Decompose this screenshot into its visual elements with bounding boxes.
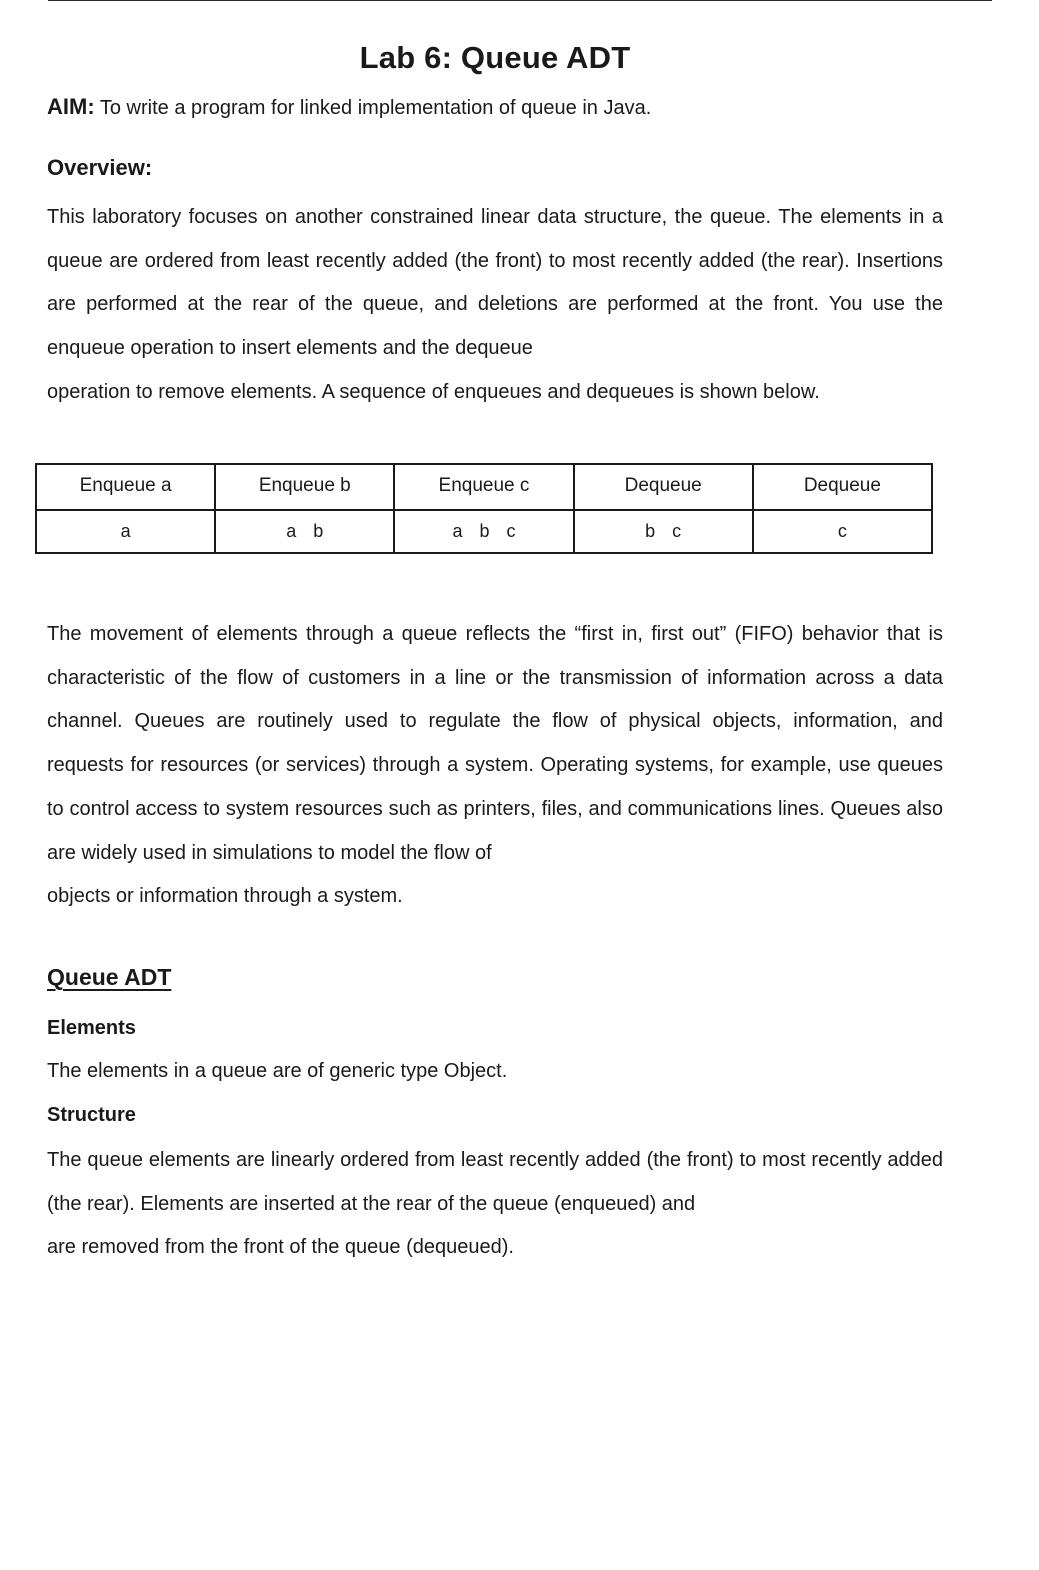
top-rule [48, 0, 992, 1]
structure-last-line: are removed from the front of the queue (dequeued). [47, 1236, 514, 1259]
operation-cell: Enqueue b [215, 464, 394, 510]
structure-paragraph [47, 1139, 943, 1270]
elements-heading: Elements [47, 1017, 136, 1039]
overview-paragraph [47, 196, 943, 415]
queue-state-cell: a b c [394, 510, 573, 553]
operation-cell: Dequeue [753, 464, 932, 510]
queue-sequence-table [35, 463, 933, 554]
aim-line [47, 94, 651, 120]
queue-state-row [36, 510, 932, 553]
elements-text: The elements in a queue are of generic type Object. [47, 1060, 508, 1082]
operation-cell: Dequeue [574, 464, 753, 510]
queue-state-cell: c [753, 510, 932, 553]
structure-text: The queue elements are linearly ordered from least recently added (the front) to most recently added (the rear). Elements are inserted at the rear of the queue (enqueued) and [47, 1149, 943, 1215]
structure-heading: Structure [47, 1104, 136, 1126]
queue-state-cell: a b [215, 510, 394, 553]
queue-adt-heading: Queue ADT [47, 964, 172, 990]
operation-cell: Enqueue c [394, 464, 573, 510]
aim-label: AIM: [47, 94, 95, 119]
aim-text: To write a program for linked implementation of queue in Java. [94, 97, 652, 119]
fifo-last-line: objects or information through a system. [47, 885, 403, 908]
fifo-paragraph [47, 613, 943, 919]
operation-row [36, 464, 932, 510]
page-title: Lab 6: Queue ADT [359, 40, 631, 75]
overview-heading: Overview: [47, 155, 153, 180]
queue-state-cell: a [36, 510, 215, 553]
overview-text: This laboratory focuses on another constrained linear data structure, the queue. The elements in a queue are ordered from least recently added (the front) to most recently added (the rear). Insertions are performed at the rear of the queue, and deletions are performed at the front. You use the enqueue operation to insert elements and the dequeue [47, 206, 943, 360]
queue-state-cell: b c [574, 510, 753, 553]
overview-last-line: operation to remove elements. A sequence of enqueues and dequeues is shown below. [47, 380, 820, 403]
fifo-text: The movement of elements through a queue reflects the “first in, first out” (FIFO) behavior that is characteristic of the flow of customers in a line or the transmission of information across a data channel. Queues are routinely used to regulate the flow of physical objects, information, and requests for resources (or services) through a system. Operating systems, for example, use queues to control access to system resources such as printers, files, and communications lines. Queues also are widely used in simulations to model the flow of [47, 623, 943, 864]
operation-cell: Enqueue a [36, 464, 215, 510]
